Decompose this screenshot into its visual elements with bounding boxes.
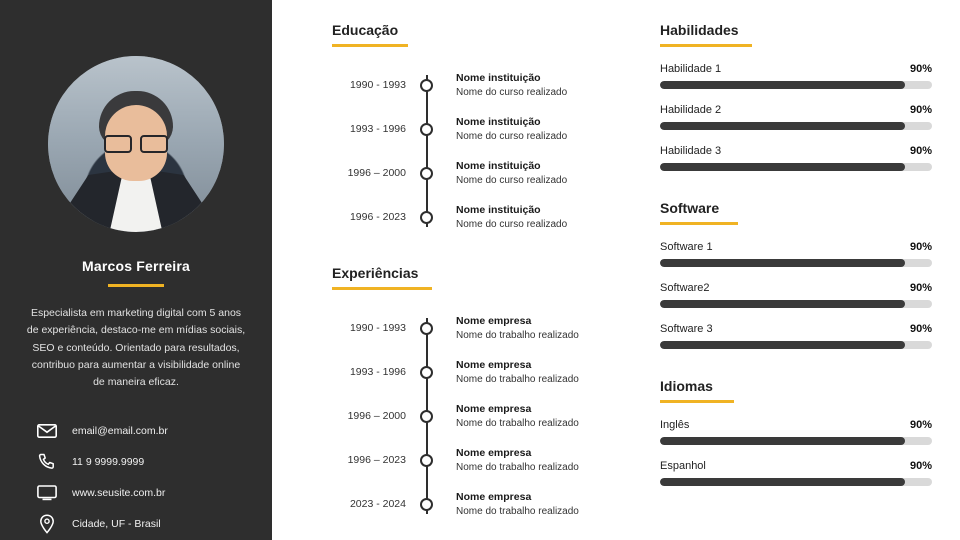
contact-phone[interactable] — [36, 453, 236, 471]
experience-item-desc: Nome do trabalho realizado — [456, 418, 579, 429]
timeline-dot — [412, 454, 440, 467]
software-percent: 90% — [909, 282, 932, 294]
education-title-underline — [332, 44, 408, 47]
language-bar-fill — [660, 478, 905, 486]
timeline-dot — [412, 167, 440, 180]
languages-section — [660, 378, 932, 486]
monitor-icon — [36, 484, 58, 502]
skill-bar-fill — [660, 122, 905, 130]
skills-title-underline — [660, 44, 752, 47]
education-item-org: Nome instituição — [456, 116, 541, 128]
language-row — [660, 460, 932, 486]
languages-title: Idiomas — [660, 378, 713, 394]
experience-item-date: 1996 – 2000 — [347, 410, 406, 422]
experience-item — [332, 394, 632, 438]
envelope-icon — [36, 422, 58, 440]
experience-item-desc: Nome do trabalho realizado — [456, 374, 579, 385]
contact-website[interactable] — [36, 484, 236, 502]
timeline-dot — [412, 410, 440, 423]
contact-email-text: email@email.com.br — [72, 424, 168, 437]
software-label: Software 3 — [660, 323, 713, 335]
software-label: Software2 — [660, 282, 710, 294]
experience-title: Experiências — [332, 265, 419, 281]
experience-timeline — [332, 306, 632, 526]
education-item-desc: Nome do curso realizado — [456, 131, 568, 142]
skill-row — [660, 145, 932, 171]
education-item-desc: Nome do curso realizado — [456, 175, 568, 186]
education-item — [332, 151, 632, 195]
experience-section — [332, 265, 632, 526]
avatar — [48, 56, 224, 232]
experience-item-date: 1990 - 1993 — [349, 322, 406, 334]
language-label: Inglês — [660, 419, 690, 431]
timeline-dot — [412, 79, 440, 92]
experience-item-org: Nome empresa — [456, 403, 532, 415]
skill-bar-track — [660, 163, 932, 171]
software-percent: 90% — [909, 323, 932, 335]
timeline-dot — [412, 498, 440, 511]
experience-item-desc: Nome do trabalho realizado — [456, 462, 579, 473]
software-title: Software — [660, 200, 720, 216]
skill-row — [660, 104, 932, 130]
software-section — [660, 200, 932, 349]
main-content — [272, 0, 960, 540]
skills-column — [632, 22, 932, 540]
language-bar-fill — [660, 437, 905, 445]
map-pin-icon — [36, 515, 58, 533]
experience-item-org: Nome empresa — [456, 359, 532, 371]
timeline-dot — [412, 211, 440, 224]
contact-list — [36, 422, 236, 533]
software-bar-fill — [660, 259, 905, 267]
timeline-dot — [412, 366, 440, 379]
experience-item-date: 1993 - 1996 — [349, 366, 406, 378]
education-item — [332, 63, 632, 107]
timeline-dot — [412, 322, 440, 335]
experience-item-org: Nome empresa — [456, 447, 532, 459]
contact-location[interactable] — [36, 515, 236, 533]
skill-row — [660, 63, 932, 89]
language-bar-track — [660, 478, 932, 486]
contact-location-text: Cidade, UF - Brasil — [72, 517, 161, 530]
experience-item-desc: Nome do trabalho realizado — [456, 506, 579, 517]
skill-percent: 90% — [909, 145, 932, 157]
education-section — [332, 22, 632, 239]
language-bar-track — [660, 437, 932, 445]
profile-name: Marcos Ferreira — [81, 258, 191, 274]
skill-bar-fill — [660, 163, 905, 171]
software-label: Software 1 — [660, 241, 713, 253]
skill-percent: 90% — [909, 63, 932, 75]
skill-percent: 90% — [909, 104, 932, 116]
timeline-column — [272, 22, 632, 540]
software-bar-track — [660, 300, 932, 308]
education-item-date: 1993 - 1996 — [349, 123, 406, 135]
experience-item — [332, 438, 632, 482]
language-row — [660, 419, 932, 445]
experience-item-org: Nome empresa — [456, 315, 532, 327]
education-item-date: 1996 – 2000 — [347, 167, 406, 179]
education-item — [332, 107, 632, 151]
experience-item — [332, 482, 632, 526]
profile-bio: Especialista em marketing digital com 5 anos de experiência, destaco-me em mídias sociais, SEO e conteúdo. Orientado para resultados, contribuo para aumentar a visibilidade online de maneira eficaz. — [26, 307, 246, 389]
name-underline — [108, 284, 164, 287]
education-item-desc: Nome do curso realizado — [456, 87, 568, 98]
experience-item-date: 2023 - 2024 — [349, 498, 406, 510]
skill-bar-track — [660, 81, 932, 89]
software-bar-track — [660, 341, 932, 349]
experience-title-underline — [332, 287, 432, 290]
skill-label: Habilidade 3 — [660, 145, 722, 157]
skill-label: Habilidade 2 — [660, 104, 722, 116]
education-item-desc: Nome do curso realizado — [456, 219, 568, 230]
software-bar-fill — [660, 341, 905, 349]
skill-bar-track — [660, 122, 932, 130]
sidebar — [0, 0, 272, 540]
software-bar-track — [660, 259, 932, 267]
education-item-date: 1990 - 1993 — [349, 79, 406, 91]
avatar-photo — [48, 56, 224, 232]
phone-icon — [36, 453, 58, 471]
education-timeline — [332, 63, 632, 239]
education-item — [332, 195, 632, 239]
language-label: Espanhol — [660, 460, 706, 472]
experience-item-date: 1996 – 2023 — [347, 454, 406, 466]
education-item-date: 1996 - 2023 — [349, 211, 406, 223]
software-percent: 90% — [909, 241, 932, 253]
experience-item-desc: Nome do trabalho realizado — [456, 330, 579, 341]
software-bar-fill — [660, 300, 905, 308]
skills-title: Habilidades — [660, 22, 739, 38]
education-item-org: Nome instituição — [456, 72, 541, 84]
software-row — [660, 323, 932, 349]
skill-label: Habilidade 1 — [660, 63, 722, 75]
skills-section — [660, 22, 932, 171]
contact-email[interactable] — [36, 422, 236, 440]
software-row — [660, 282, 932, 308]
software-row — [660, 241, 932, 267]
language-percent: 90% — [909, 419, 932, 431]
skill-bar-fill — [660, 81, 905, 89]
education-item-org: Nome instituição — [456, 160, 541, 172]
education-item-org: Nome instituição — [456, 204, 541, 216]
experience-item — [332, 350, 632, 394]
education-title: Educação — [332, 22, 399, 38]
language-percent: 90% — [909, 460, 932, 472]
experience-item-org: Nome empresa — [456, 491, 532, 503]
experience-item — [332, 306, 632, 350]
software-title-underline — [660, 222, 738, 225]
languages-title-underline — [660, 400, 734, 403]
timeline-dot — [412, 123, 440, 136]
contact-website-text: www.seusite.com.br — [72, 486, 166, 499]
contact-phone-text: 11 9 9999.9999 — [72, 455, 145, 468]
